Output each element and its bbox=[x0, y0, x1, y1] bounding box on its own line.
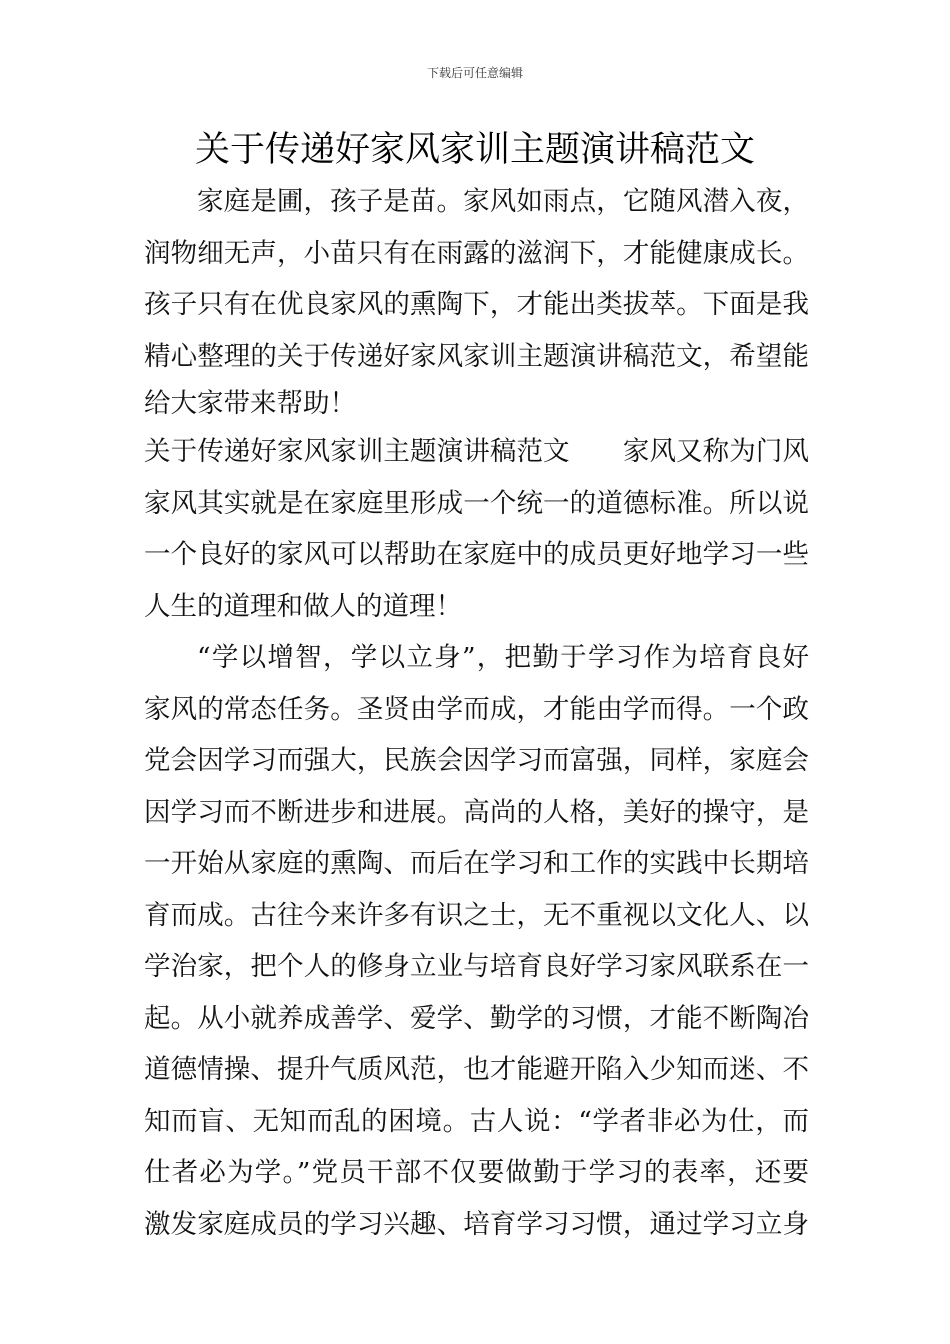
text-line: 关于传递好家风家训主题演讲稿范文 家风又称为门风 bbox=[144, 436, 809, 467]
text-line: 学治家，把个人的修身立业与培育良好学习家风联系在一 bbox=[144, 951, 809, 982]
text-line: 孩子只有在优良家风的熏陶下，才能出类拔萃。下面是我 bbox=[144, 289, 809, 320]
text-line: 党会因学习而强大，民族会因学习而富强，同样，家庭会 bbox=[144, 745, 809, 776]
text-line: 润物细无声，小苗只有在雨露的滋润下，才能健康成长。 bbox=[144, 237, 809, 269]
section-paragraph bbox=[144, 426, 809, 632]
document-body bbox=[144, 176, 809, 1250]
text-line: 家风其实就是在家庭里形成一个统一的道德标准。所以说 bbox=[144, 487, 809, 519]
text-line: 一个良好的家风可以帮助在家庭中的成员更好地学习一些 bbox=[144, 539, 809, 570]
intro-paragraph bbox=[144, 176, 809, 426]
text-line: 家庭是圃，孩子是苗。家风如雨点，它随风潜入夜， bbox=[197, 186, 809, 217]
text-line: 人生的道理和做人的道理！ bbox=[144, 590, 462, 622]
text-line: 精心整理的关于传递好家风家训主题演讲稿范文，希望能 bbox=[144, 340, 809, 372]
text-line: “学以增智，学以立身”，把勤于学习作为培育良好 bbox=[197, 642, 809, 673]
text-line: 家风的常态任务。圣贤由学而成，才能由学而得。一个政 bbox=[144, 693, 809, 725]
text-line: 仕者必为学。”党员干部不仅要做勤于学习的表率，还要 bbox=[144, 1157, 809, 1188]
document-title: 关于传递好家风家训主题演讲稿范文 bbox=[194, 130, 755, 170]
text-line: 道德情操、提升气质风范，也才能避开陷入少知而迷、不 bbox=[144, 1054, 809, 1085]
text-line: 育而成。古往今来许多有识之士，无不重视以文化人、以 bbox=[144, 899, 809, 931]
header-note: 下载后可任意编辑 bbox=[426, 66, 523, 80]
text-line: 给大家带来帮助！ bbox=[144, 388, 356, 419]
text-line: 一开始从家庭的熏陶、而后在学习和工作的实践中长期培 bbox=[144, 848, 809, 879]
body-paragraph bbox=[144, 632, 809, 1250]
text-line: 知而盲、无知而乱的困境。古人说：“学者非必为仕，而 bbox=[144, 1105, 809, 1137]
text-line: 因学习而不断进步和进展。高尚的人格，美好的操守，是 bbox=[144, 796, 809, 828]
text-line: 激发家庭成员的学习兴趣、培育学习习惯，通过学习立身 bbox=[144, 1208, 809, 1240]
text-line: 起。从小就养成善学、爱学、勤学的习惯，才能不断陶冶 bbox=[144, 1002, 809, 1034]
